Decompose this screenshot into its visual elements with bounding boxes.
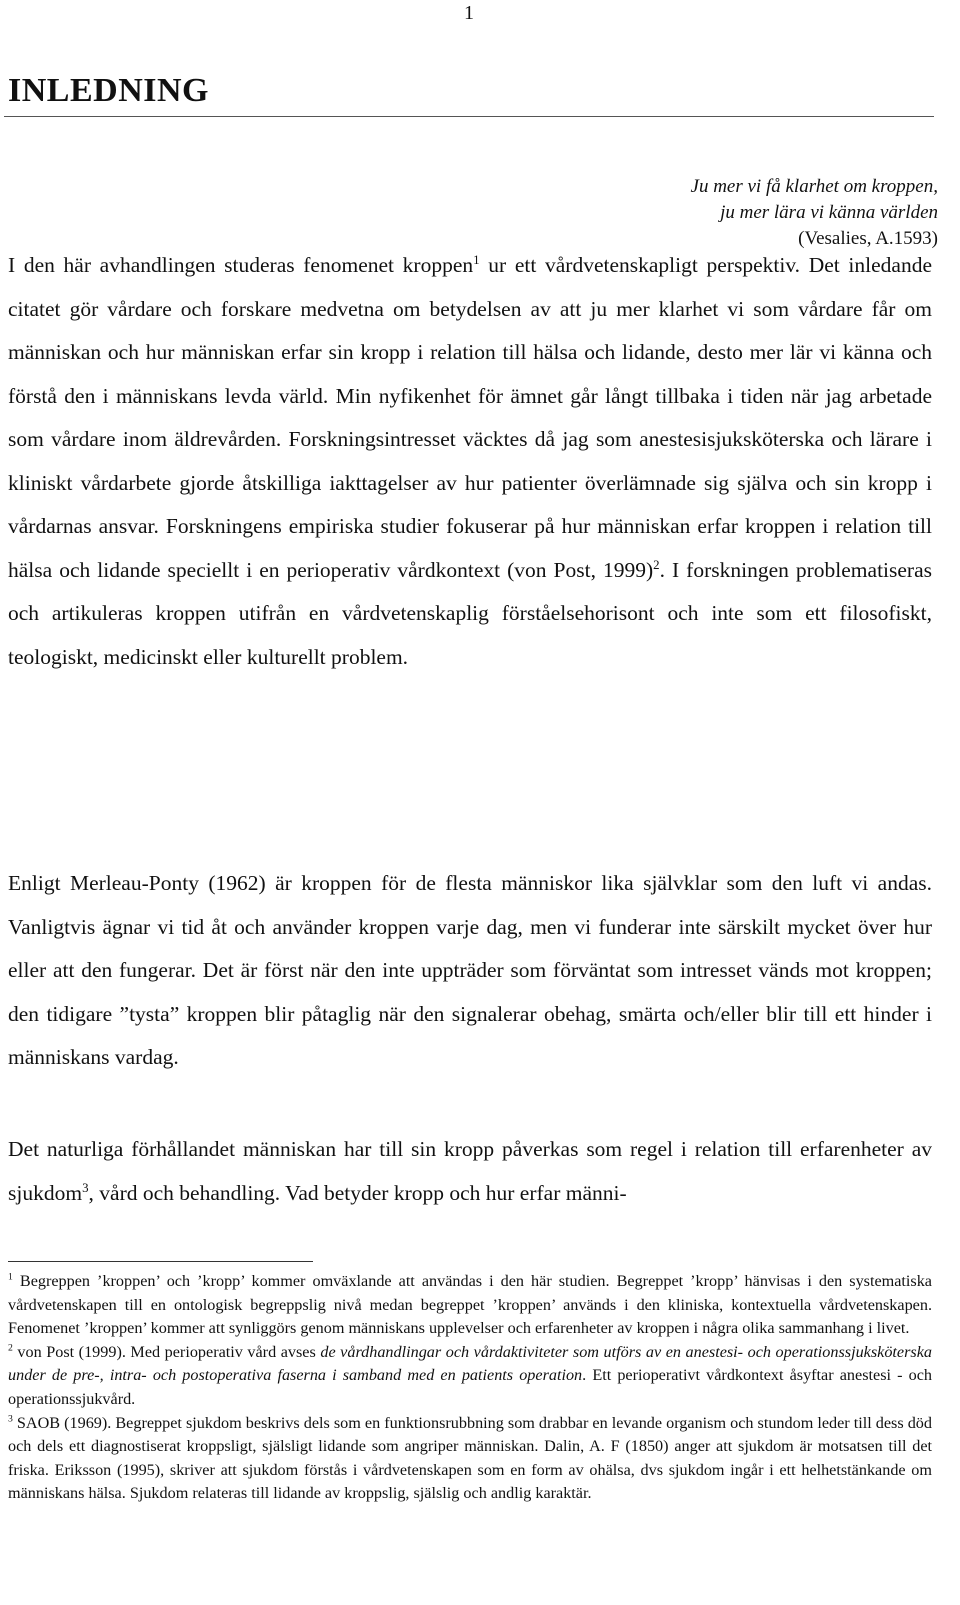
epigraph-line-1: Ju mer vi få klarhet om kroppen, bbox=[690, 176, 938, 197]
footnote-divider bbox=[8, 1261, 313, 1262]
epigraph-line-2: ju mer lära vi känna världen bbox=[720, 202, 938, 223]
footnote-1 bbox=[8, 1270, 932, 1341]
footnote-number-2: 2 bbox=[8, 1342, 13, 1354]
paragraph-1 bbox=[8, 244, 932, 679]
paragraph-1-text-a: I den här avhandlingen studeras fenomenet kroppen bbox=[8, 253, 474, 277]
paragraph-1-text-c: . I forskningen problematiseras och artikuleras kroppen utifrån en vårdvetenskaplig förståelsehorisont och inte som ett filosofiskt, teologiskt, medicinskt eller kulturellt problem. bbox=[8, 557, 932, 669]
footnote-3-text: SAOB (1969). Begreppet sjukdom beskrivs dels som en funktionsrubbning som drabbar en levande organism och stundom leder till dess död och dels ett diagnostiserat kroppsligt, själsligt lidande som angriper människan. Dalin, A. F (1850) anger att sjukdom är motsatsen till det friska. Eriksson (1995), skriver att sjukdom förstås i vårdvetenskapen som en form av ohälsa, dvs sjukdom ingår i ett helhetstänkande om människans hälsa. Sjukdom relateras till lidande av kroppslig, själslig och andlig karaktär. bbox=[8, 1413, 932, 1503]
footnote-2-text-a: von Post (1999). Med perioperativ vård avses bbox=[12, 1342, 321, 1361]
footnote-ref-2: 2 bbox=[653, 557, 660, 572]
footnote-number-3: 3 bbox=[8, 1413, 13, 1425]
paragraph-2: Enligt Merleau-Ponty (1962) är kroppen för de flesta människor lika självklar som den luft vi andas. Vanligtvis ägnar vi tid åt och använder kroppen varje dag, men vi funderar inte särskilt mycket över hur eller att den fungerar. Det är först när den inte uppträder som förväntat som intresset vänds mot kroppen; den tidigare ”tysta” kroppen blir påtaglig när den signalerar obehag, smärta och/eller blir till ett hinder i människans vardag. bbox=[8, 871, 932, 1069]
footnote-2-italic: de vårdhandlingar och vårdaktiviteter som utförs av en anestesi- och operationssjuksköterska under de pre-, intra- och postoperativa faserna i samband med en patients operation bbox=[8, 1342, 932, 1385]
footnote-ref-1: 1 bbox=[473, 252, 480, 267]
footnote-number-1: 1 bbox=[8, 1271, 13, 1283]
paragraph-3-text-b: , vård och behandling. Vad betyder kropp och hur erfar männi- bbox=[88, 1180, 627, 1205]
footnote-3 bbox=[8, 1412, 932, 1506]
paragraph-1-text-b: ur ett vårdvetenskapligt perspektiv. Det inledande citatet gör vårdare och forskare medvetna om betydelsen av att ju mer klarhet vi som vårdare får om människan och hur människan erfar sin kropp i relation till hälsa och lidande, desto mer lär vi känna och förstå den i människans levda värld. Min nyfikenhet för ämnet går långt tillbaka i tiden när jag arbetade som vårdare inom äldrevården. Forskningsintresset väcktes då jag som anestesisjuksköterska och lärare i kliniskt vårdarbete gjorde åtskilliga iakttagelser av hur patienter överlämnade sig själva och sin kropp i vårdarnas ansvar. Forskningens empiriska studier fokuserar på hur människan erfar kroppen i relation till hälsa och lidande speciellt i en perioperativ vårdkontext (von Post, 1999) bbox=[8, 253, 932, 582]
footnote-1-text: Begreppen ’kroppen’ och ’kropp’ kommer omväxlande att användas i den här studien. Begreppet ’kropp’ hänvisas i den systematiska vårdvetenskapen till en ontologisk begreppslig nivå medan begreppet ’kroppen’ används i den kliniska, kontextuella vårdvetenskapen. Fenomenet ’kroppen’ kommer att synliggörs genom människans upplevelser och erfarenheter av kroppen i några olika sammanhang i livet. bbox=[8, 1272, 932, 1338]
footnote-ref-3: 3 bbox=[82, 1180, 89, 1195]
epigraph bbox=[691, 174, 938, 252]
chapter-heading: INLEDNING bbox=[8, 72, 209, 109]
paragraph-3 bbox=[8, 1128, 932, 1215]
paragraph-3-text-a: Det naturliga förhållandet människan har till sin kropp påverkas som regel i relation till erfarenheter av sjukdom bbox=[8, 1137, 932, 1205]
heading-divider bbox=[4, 116, 934, 117]
footnotes bbox=[8, 1270, 932, 1506]
footnote-2-text-b: . Ett perioperativt vårdkontext åsyftar anestesi - och operationssjukvård. bbox=[8, 1366, 932, 1408]
footnote-2 bbox=[8, 1341, 932, 1412]
page-number: 1 bbox=[464, 2, 474, 24]
epigraph-source: (Vesalies, A.1593) bbox=[798, 228, 938, 249]
